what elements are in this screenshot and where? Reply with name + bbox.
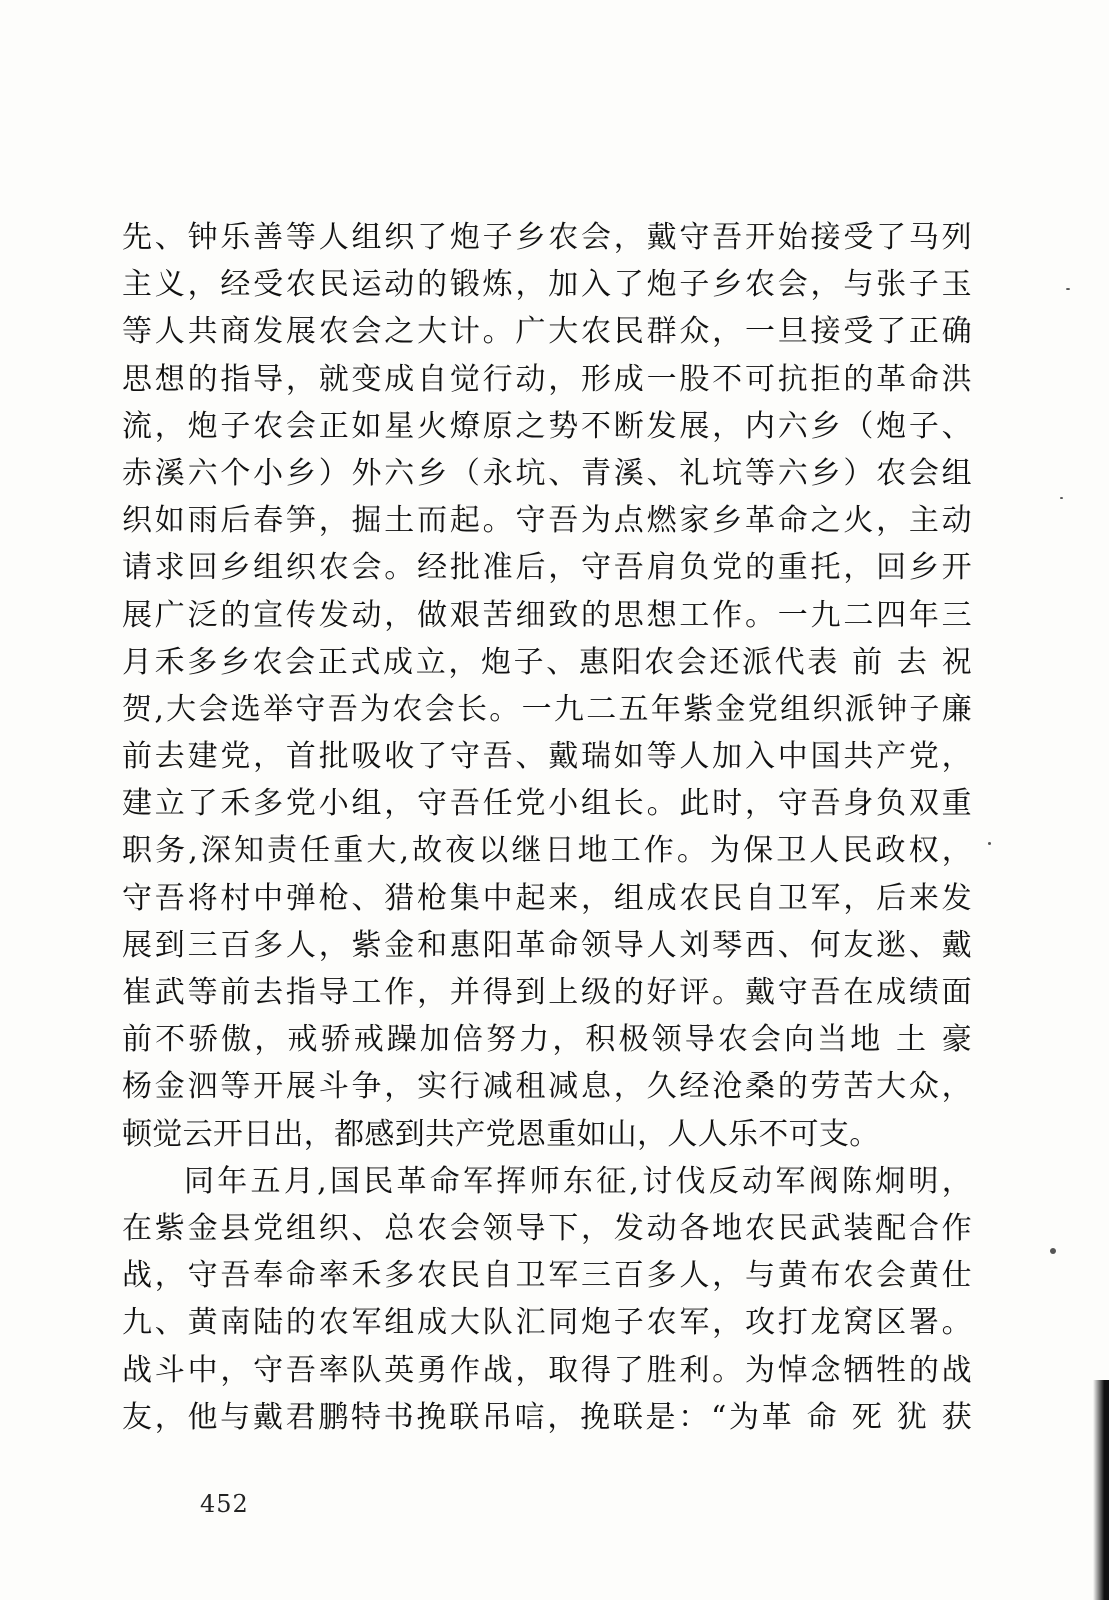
text-line: 杨金泗等开展斗争，实行减租减息，久经沧桑的劳苦大众， — [122, 1069, 972, 1105]
scan-speck — [1060, 497, 1063, 499]
text-line: 贺,大会选举守吾为农会长。一九二五年紫金党组织派钟子廉 — [122, 691, 972, 727]
text-line: 崔武等前去指导工作，并得到上级的好评。戴守吾在成绩面 — [122, 975, 972, 1010]
text-line: 月禾多乡农会正式成立，炮子、惠阳农会还派代表 前 去 祝 — [122, 644, 972, 680]
text-line: 在紫金县党组织、总农会领导下，发动各地农民武装配合作 — [122, 1210, 972, 1246]
text-line: 战斗中，守吾率队英勇作战，取得了胜利。为悼念牺牲的战 — [122, 1352, 972, 1388]
text-line: 等人共商发展农会之大计。广大农民群众，一旦接受了正确 — [122, 314, 972, 350]
text-line: 前不骄傲，戒骄戒躁加倍努力，积极领导农会向当地 土 豪 — [122, 1022, 972, 1058]
text-line: 赤溪六个小乡）外六乡（永坑、青溪、礼坑等六乡）农会组 — [122, 455, 972, 491]
text-line: 建立了禾多党小组，守吾任党小组长。此时，守吾身负双重 — [122, 786, 972, 822]
text-line: 展到三百多人，紫金和惠阳革命领导人刘琴西、何友逖、戴 — [122, 927, 972, 963]
text-line: 流，炮子农会正如星火燎原之势不断发展，内六乡（炮子、 — [122, 408, 972, 444]
scan-speck — [988, 842, 991, 845]
text-line: 前去建党，首批吸收了守吾、戴瑞如等人加入中国共产党， — [122, 739, 972, 775]
text-line: 主义，经受农民运动的锻炼，加入了炮子乡农会，与张子玉 — [122, 267, 972, 303]
body-text — [122, 214, 972, 1441]
text-line: 战，守吾奉命率禾多农民自卫军三百多人，与黄布农会黄仕 — [122, 1258, 972, 1294]
scan-speck — [1050, 1248, 1056, 1254]
text-line: 友，他与戴君鹏特书挽联吊唁，挽联是：“为革 命 死 犹 获 — [122, 1399, 972, 1435]
text-line: 顿觉云开日出，都感到共产党恩重如山，人人乐不可支。 — [122, 1116, 880, 1152]
text-line: 九、黄南陆的农军组成大队汇同炮子农军，攻打龙窝区署。 — [122, 1305, 972, 1341]
text-line: 职务,深知责任重大,故夜以继日地工作。为保卫人民政权， — [122, 833, 972, 869]
text-line: 先、钟乐善等人组织了炮子乡农会，戴守吾开始接受了马列 — [122, 220, 972, 255]
text-line: 请求回乡组织农会。经批准后，守吾肩负党的重托，回乡开 — [122, 550, 972, 586]
text-line: 守吾将村中弹枪、猎枪集中起来，组成农民自卫军，后来发 — [122, 880, 972, 916]
paragraph-start-line: 同年五月,国民革命军挥师东征,讨伐反动军阀陈炯明， — [184, 1163, 972, 1199]
text-line: 思想的指导，就变成自觉行动，形成一股不可抗拒的革命洪 — [122, 361, 972, 397]
page-edge-shadow — [1093, 1380, 1109, 1600]
text-line: 展广泛的宣传发动，做艰苦细致的思想工作。一九二四年三 — [122, 597, 972, 633]
text-line: 织如雨后春笋，掘土而起。守吾为点燃家乡革命之火，主动 — [122, 503, 972, 539]
page-number: 452 — [200, 1490, 249, 1518]
scan-speck — [1066, 288, 1070, 290]
